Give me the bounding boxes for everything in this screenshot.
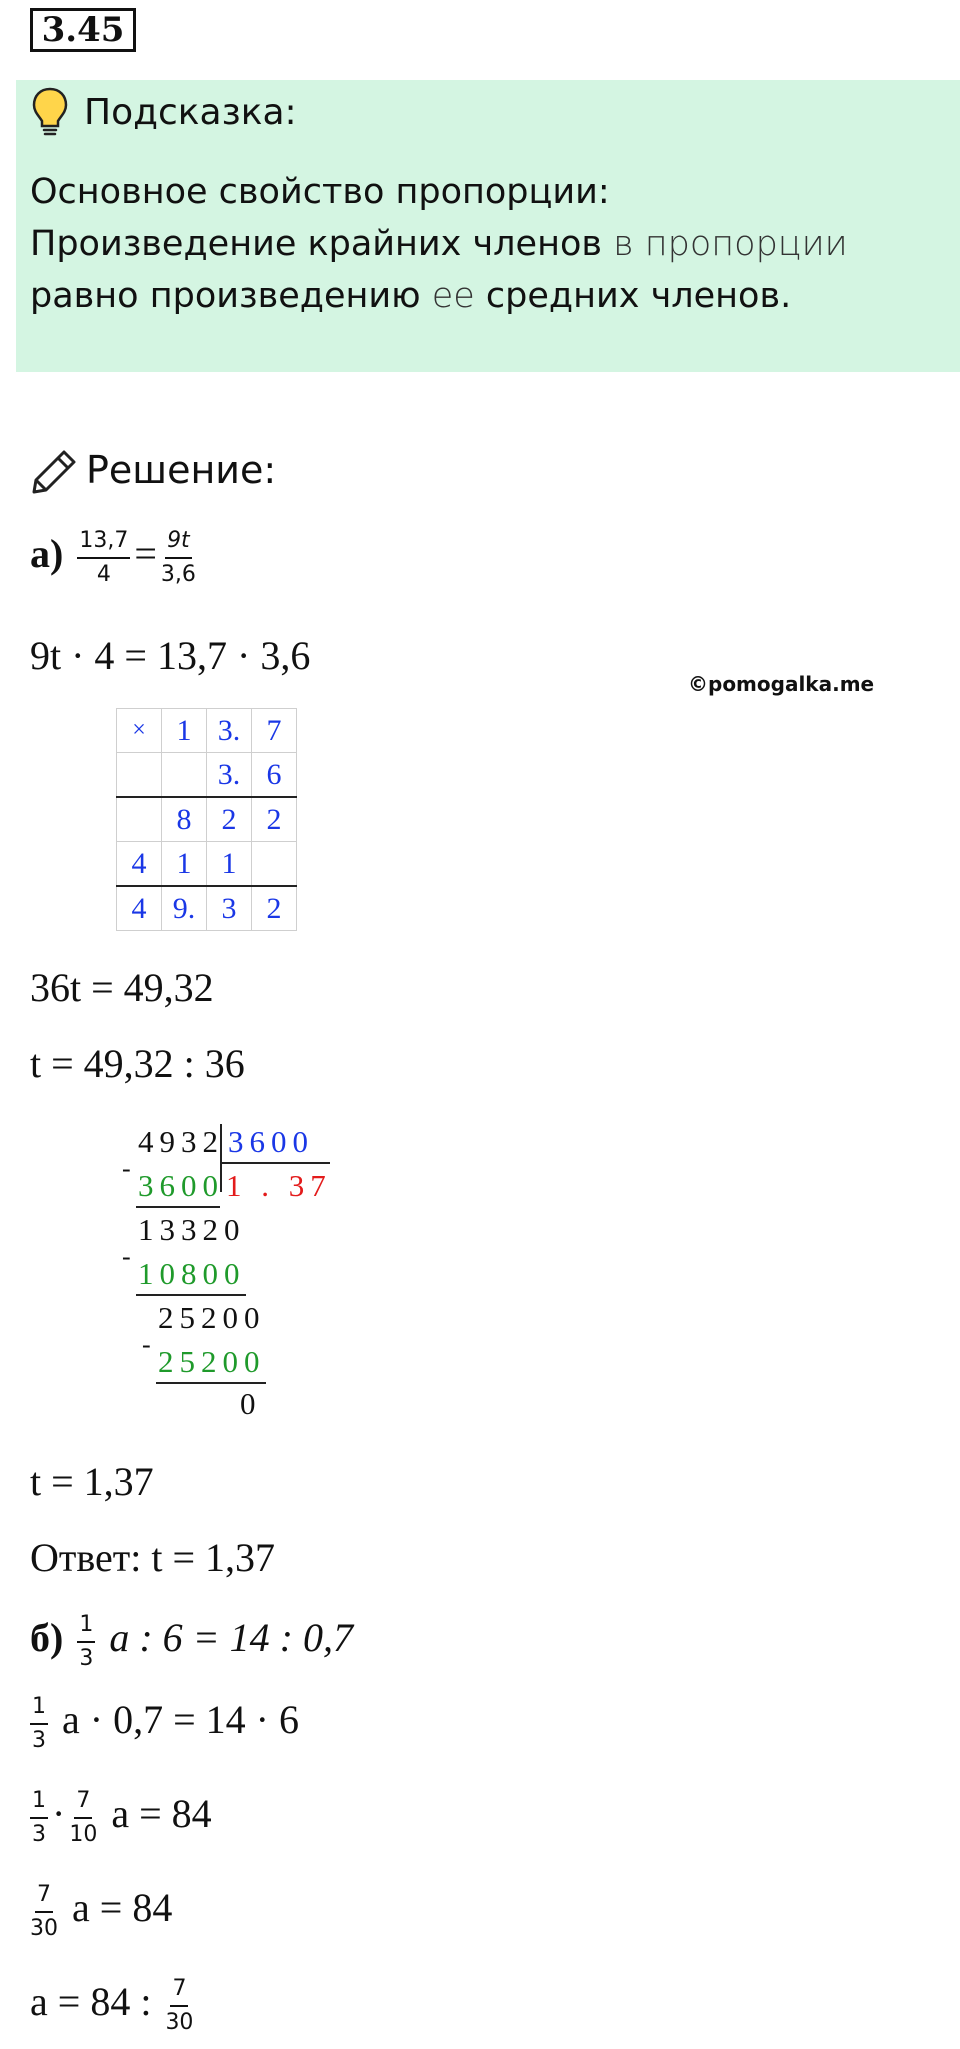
divisor: 3600 — [228, 1124, 314, 1159]
table-row: 4 1 1 — [117, 842, 297, 887]
part-b-line4: $\frac{7}{30}$ a = 84 — [30, 1882, 173, 1941]
hint-seg3: равно произведению — [30, 276, 421, 316]
fraction: $\frac{7}{30}$ — [30, 1882, 58, 1941]
part-b-label: б) — [30, 1615, 64, 1661]
subtrahend-1: 3600 — [138, 1168, 224, 1203]
dividend: 4932 — [138, 1124, 224, 1159]
table-row: 3. 6 — [117, 753, 297, 798]
part-a-label: а) — [30, 531, 64, 577]
division-bar-horizontal — [220, 1162, 330, 1164]
fraction: $\frac{13,7}{4}$ — [79, 528, 129, 587]
fraction: $\frac{9t}{3,6}$ — [160, 528, 196, 587]
table-row: × 1 3. 7 — [117, 709, 297, 753]
hint-seg2: в пропорции — [602, 224, 848, 264]
watermark: ©pomogalka.me — [688, 672, 875, 696]
fraction: $\frac{7}{30}$ — [165, 1976, 194, 2035]
fraction: $\frac{1}{3}$ — [79, 1612, 94, 1671]
hint-rule — [30, 218, 950, 322]
part-a-proportion: а) $\frac{13,7}{4}$ = $\frac{9t}{3,6}$ — [30, 528, 196, 587]
hint-line1: Основное свойство пропорции: — [30, 172, 610, 212]
table-row: 4 9. 3 2 — [117, 886, 297, 931]
task-number: 3.45 — [30, 8, 136, 52]
hint-seg6: . — [780, 276, 792, 316]
equation-line: 36t = 49,32 — [30, 965, 214, 1010]
hint-seg5: средних членов — [485, 276, 781, 316]
equation-line: t = 49,32 : 36 — [30, 1041, 245, 1086]
fraction: $\frac{7}{10}$ — [69, 1788, 98, 1847]
hint-title: Подсказка: — [84, 92, 297, 133]
lightbulb-icon — [30, 86, 70, 138]
multiplication-table — [116, 708, 297, 931]
answer-line: Ответ: t = 1,37 — [30, 1535, 276, 1580]
remainder-2: 25200 — [158, 1300, 266, 1335]
pencil-icon — [30, 448, 78, 496]
part-b-line1: б) $\frac{1}{3}$ a : 6 = 14 : 0,7 — [30, 1612, 353, 1671]
minus-sign: - — [122, 1154, 137, 1183]
long-division — [120, 1120, 332, 1430]
hint-seg4: ее — [420, 276, 486, 316]
fraction: $\frac{1}{3}$ — [32, 1788, 46, 1847]
equation-line: t = 1,37 — [30, 1459, 154, 1504]
hint-text — [30, 166, 950, 322]
part-b-line2: $\frac{1}{3}$ a · 0,7 = 14 · 6 — [32, 1694, 299, 1753]
hint-seg1: Произведение крайних членов — [30, 224, 603, 264]
quotient: 1 . 37 — [226, 1168, 332, 1203]
minus-sign: - — [142, 1330, 157, 1359]
equation-line: 9t · 4 = 13,7 · 3,6 — [30, 633, 311, 678]
part-b-line3: $\frac{1}{3}$ · $\frac{7}{10}$ a = 84 — [32, 1788, 212, 1847]
part-b-line5: a = 84 : $\frac{7}{30}$ — [30, 1976, 194, 2035]
fraction: $\frac{1}{3}$ — [32, 1694, 46, 1753]
subtrahend-3: 25200 — [158, 1344, 266, 1379]
minus-sign: - — [122, 1242, 137, 1271]
solution-title: Решение: — [86, 448, 277, 492]
final-remainder: 0 — [240, 1386, 262, 1421]
subtrahend-2: 10800 — [138, 1256, 246, 1291]
table-row: 8 2 2 — [117, 797, 297, 842]
remainder-1: 13320 — [138, 1212, 246, 1247]
